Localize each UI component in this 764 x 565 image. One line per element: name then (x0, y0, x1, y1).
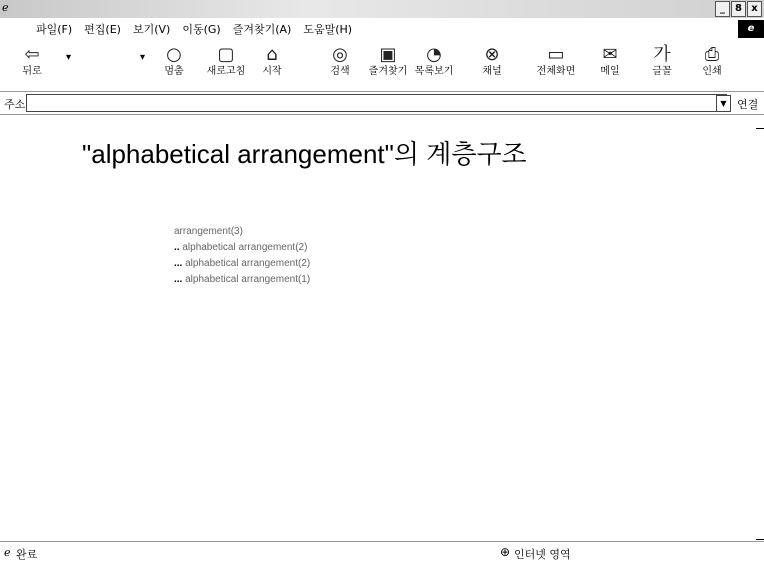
menu-view[interactable]: 보기(V) (132, 23, 171, 36)
print-icon: ⎙ (704, 44, 720, 65)
stop-label: 멈춤 (164, 66, 184, 77)
mail-button[interactable] (588, 44, 632, 78)
tree-item-label: alphabetical arrangement(2) (182, 242, 308, 253)
close-button[interactable]: x (747, 1, 762, 17)
refresh-label: 새로고침 (206, 66, 246, 77)
search-button[interactable] (318, 44, 362, 78)
scrollbar-top-edge[interactable] (756, 128, 764, 129)
page-title: "alphabetical arrangement"의 계층구조 (82, 139, 527, 169)
back-arrow-icon: ⇦ (24, 44, 40, 65)
favorites-icon: ▣ (379, 44, 397, 65)
font-icon: 가 (653, 44, 671, 65)
toolbar (0, 44, 764, 90)
address-bar (0, 91, 764, 115)
hierarchy-tree (174, 224, 310, 288)
home-icon: ⌂ (266, 44, 278, 65)
back-button[interactable] (10, 44, 54, 78)
internet-zone-icon: ⊕ (500, 545, 511, 559)
tree-item-label: alphabetical arrangement(1) (185, 274, 311, 285)
maximize-button[interactable]: 8 (731, 1, 746, 17)
stop-button[interactable] (152, 44, 196, 78)
back-dropdown-icon[interactable]: ▾ (66, 52, 72, 63)
tree-indent: ... (174, 274, 183, 285)
status-text: 완료 (16, 548, 38, 561)
mail-label: 메일 (600, 66, 620, 77)
fullscreen-button[interactable] (534, 44, 578, 78)
menu-file[interactable]: 파일(F) (36, 23, 73, 36)
font-label: 글꼴 (652, 66, 672, 77)
tree-item[interactable] (174, 240, 310, 256)
menu-go[interactable]: 이동(G) (182, 23, 221, 36)
menu-help[interactable]: 도움말(H) (303, 23, 353, 36)
address-dropdown-icon[interactable]: ▼ (716, 95, 731, 112)
fullscreen-label: 전체화면 (536, 66, 576, 77)
window-controls (715, 1, 762, 17)
favorites-label: 즐겨찾기 (368, 66, 408, 77)
favorites-button[interactable] (366, 44, 410, 78)
page-status-icon: ℯ (4, 546, 11, 559)
refresh-icon: ▢ (217, 44, 235, 65)
security-zone-text: 인터넷 영역 (514, 548, 571, 561)
fullscreen-icon: ▭ (547, 44, 565, 65)
home-label: 시작 (262, 66, 282, 77)
go-button[interactable]: 연결 (737, 98, 759, 111)
channels-label: 채널 (482, 66, 502, 77)
tree-item[interactable] (174, 272, 310, 288)
tree-item[interactable] (174, 256, 310, 272)
tree-item-label: alphabetical arrangement(2) (185, 258, 311, 269)
title-bar (0, 0, 764, 18)
back-label: 뒤로 (22, 66, 42, 77)
history-icon: ◔ (426, 44, 442, 65)
channels-button[interactable] (470, 44, 514, 78)
status-bar (0, 541, 764, 562)
menu-bar (0, 20, 764, 38)
menu-favorites[interactable]: 즐겨찾기(A) (232, 23, 292, 36)
home-button[interactable] (250, 44, 294, 78)
minimize-button[interactable]: _ (715, 1, 730, 17)
address-input[interactable] (26, 94, 727, 112)
address-label: 주소 (4, 98, 26, 111)
channels-icon: ⊗ (484, 44, 500, 65)
scrollbar-bottom-edge[interactable] (756, 539, 764, 540)
tree-item[interactable] (174, 224, 310, 240)
tree-item-label: arrangement(3) (174, 226, 243, 237)
forward-dropdown-icon[interactable]: ▾ (140, 52, 146, 63)
menu-edit[interactable]: 편집(E) (84, 23, 121, 36)
search-label: 검색 (330, 66, 350, 77)
ie-logo-icon: e (738, 20, 764, 38)
tree-indent: .. (174, 242, 180, 253)
refresh-button[interactable] (204, 44, 248, 78)
page-content (0, 114, 764, 534)
stop-icon: ○ (166, 44, 182, 65)
ie-app-icon[interactable]: ℯ (2, 1, 9, 14)
print-label: 인쇄 (702, 66, 722, 77)
font-button[interactable] (640, 44, 684, 78)
history-label: 목록보기 (414, 66, 454, 77)
mail-icon: ✉ (602, 44, 618, 65)
print-button[interactable] (690, 44, 734, 78)
tree-indent: ... (174, 258, 183, 269)
search-icon: ◎ (332, 44, 348, 65)
history-button[interactable] (412, 44, 456, 78)
